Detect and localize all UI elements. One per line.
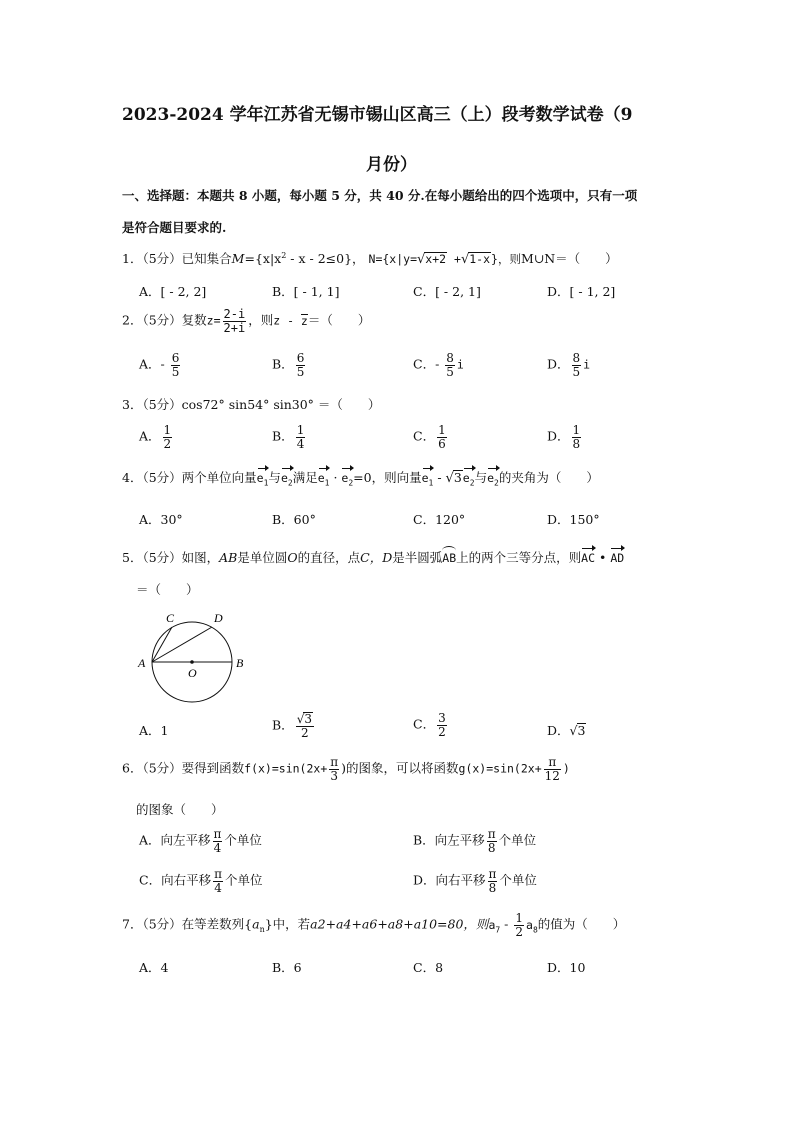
question-6-cont: 的图象（ ） (136, 802, 224, 817)
q6-b-post: 个单位 (498, 832, 537, 848)
q5-l1e: 上的两个三等分点，则 (456, 550, 582, 565)
q1-sup: 2 (281, 250, 287, 260)
q1-union: M∪N＝（ ） (520, 251, 618, 266)
q5-vec-ad: AD (610, 546, 624, 565)
sqrt-icon: √ (296, 712, 305, 726)
center-point (190, 660, 194, 664)
q2-d-num: 8 (572, 351, 581, 365)
q2-b-den: 5 (296, 364, 305, 379)
q3-option-a[interactable] (139, 424, 174, 450)
q4-dot: · (329, 470, 342, 485)
q5-b-frac (296, 712, 314, 740)
q7-n: n (259, 925, 265, 935)
q1-set-m-name: M (231, 251, 245, 266)
q2-option-c[interactable] (413, 352, 464, 378)
q5-cd: C，D (360, 550, 393, 565)
q5-l1a: 5．（5分）如图， (122, 550, 220, 565)
q2-d-label: D． (547, 356, 570, 372)
q4-option-a[interactable]: A．30° (139, 512, 183, 527)
q2-d-i: i (583, 357, 591, 372)
q5-option-a[interactable]: A．1 (139, 723, 169, 738)
q6-a-post: 个单位 (224, 832, 262, 848)
q7-end: 的值为（ ） (537, 916, 626, 932)
q4-option-b[interactable]: B．60° (272, 512, 316, 527)
q7-mid: }中，若 (264, 916, 311, 932)
q5-c-den: 2 (438, 724, 446, 739)
q6-a-frac: $\frac{\pi}{4}$ (213, 827, 222, 855)
q3-b-label: B． (272, 428, 294, 444)
section-header: 一、选择题：本题共 8 小题，每小题 5 分，共 40 分.在每小题给出的四个选项中，只有一项 (122, 188, 638, 203)
q6-g-num: π (544, 756, 561, 770)
q7-option-a[interactable]: A．4 (139, 960, 169, 975)
q1-option-d[interactable]: D．[ - 1, 2] (547, 284, 616, 299)
q3-a-label: A． (139, 428, 161, 444)
q4-vec-e1: $e_1$ (257, 466, 269, 487)
q2-a-den: 5 (171, 364, 180, 379)
sqrt-icon: √ (417, 252, 426, 267)
q6-f: f(x)=sin(2x+ (244, 761, 328, 776)
q5-l1b: 是单位圆 (237, 550, 288, 565)
question-3: 3．（5分）cos72° sin54° sin30° ＝（ ） (122, 397, 381, 412)
q2-c-num: 8 (446, 351, 454, 365)
q2-z-eq: z= (206, 313, 221, 328)
q4-vec-e2c: $e_2$ (463, 466, 475, 487)
label-b: B (236, 656, 244, 670)
section-header-cont: 是符合题目要求的. (122, 220, 227, 235)
q1-set-n2: }，则 (491, 252, 521, 266)
q4-with: 与 (474, 470, 488, 485)
paper-title-line1: 2023-2024 学年江苏省无锡市锡山区高三（上）段考数学试卷（9 (122, 105, 633, 125)
q2-zbar: z (300, 313, 308, 328)
q1-root1: x+2 (425, 252, 447, 266)
q7-prefix: 7．（5分）在等差数列{ (122, 916, 253, 932)
q2-b-num: 6 (296, 351, 305, 365)
q2-fraction (223, 308, 247, 334)
question-5 (122, 546, 624, 566)
q7-a8: $a_8$ (526, 917, 538, 934)
q5-c-frac (437, 712, 447, 738)
q3-d-den: 8 (572, 436, 581, 451)
segment-ac (152, 627, 172, 662)
q4-and: 与 (268, 470, 281, 485)
circle-figure (132, 608, 252, 708)
q5-ab: AB (219, 550, 238, 565)
q2-a-frac (171, 352, 181, 378)
q6-c-pre: C．向右平移 (139, 872, 212, 888)
q7-option-b[interactable]: B．6 (272, 960, 302, 975)
q3-c-label: C． (413, 428, 436, 444)
q4-option-d[interactable]: D．150° (547, 512, 600, 527)
q3-c-num: 1 (438, 423, 446, 437)
q6-option-c[interactable] (139, 868, 262, 894)
paper-title-line2: 月份） (366, 155, 417, 175)
q6-d-pre: D．向右平移 (413, 872, 486, 888)
q1-option-c[interactable]: C．[ - 2, 1] (413, 284, 481, 299)
question-7 (122, 912, 625, 938)
q1-plus: + (447, 252, 461, 266)
q4-vec-e1c: $e_1$ (422, 466, 434, 487)
q6-b-pre: B．向左平移 (413, 832, 485, 848)
question-4 (122, 466, 599, 487)
q2-prefix: 2．（5分）复数 (122, 312, 207, 328)
q4-vec-e2: $e_2$ (281, 466, 293, 487)
q3-b-frac (296, 424, 306, 450)
q2-c-den: 5 (446, 364, 454, 379)
q6-a-pre: A．向左平移 (139, 832, 211, 848)
q2-b-label: B． (272, 356, 294, 372)
q6-option-a[interactable] (139, 828, 262, 854)
sqrt-icon: √ (445, 471, 454, 486)
q3-option-c[interactable] (413, 424, 449, 450)
question-6 (122, 756, 570, 782)
q2-then: ，则 (248, 312, 274, 328)
q5-b-den: 2 (301, 726, 309, 741)
question-2 (122, 308, 370, 334)
q3-d-frac (572, 424, 582, 450)
q2-b-frac (296, 352, 306, 378)
q2-c-frac (445, 352, 455, 378)
q4-end: 的夹角为（ ） (498, 470, 599, 485)
q1-option-a[interactable]: A．[ - 2, 2] (139, 284, 207, 299)
q1-set-m2: - x - 2≤0}， (286, 251, 365, 266)
sqrt-icon: √ (460, 252, 470, 267)
q2-d-den: 5 (572, 364, 581, 379)
q6-g-frac (544, 756, 561, 782)
q6-f-frac (329, 756, 339, 782)
q3-b-num: 1 (296, 423, 305, 437)
label-d: D (214, 611, 223, 625)
q6-c-frac: $\frac{\pi}{4}$ (214, 867, 222, 895)
q4-vec-e1b: $e_1$ (318, 466, 330, 487)
q5-d-label: D． (547, 723, 570, 738)
q6-option-b[interactable] (413, 828, 536, 854)
label-o: O (188, 666, 197, 680)
q4-vec-e2b: $e_2$ (341, 466, 353, 487)
q3-d-label: D． (547, 428, 570, 444)
q4-option-c[interactable]: C．120° (413, 512, 466, 527)
q7-minus: - (500, 916, 513, 932)
label-c: C (166, 611, 175, 625)
q7-half: $\frac{1}{2}$ (515, 911, 524, 939)
q5-c-num: 3 (438, 711, 446, 725)
q4-vec-e2d: $e_2$ (487, 466, 499, 487)
q6-prefix: 6．（5分）要得到函数 (122, 760, 245, 776)
q6-f-den: 3 (330, 768, 339, 783)
q3-c-frac (437, 424, 447, 450)
q4-root3: 3 (453, 470, 462, 485)
q3-a-num: 1 (163, 423, 172, 437)
q6-c-post: 个单位 (224, 872, 263, 888)
q6-g: g(x)=sin(2x+ (458, 761, 542, 776)
label-a: A (138, 656, 146, 670)
q2-option-b[interactable] (272, 352, 307, 378)
q5-o: O (287, 550, 298, 565)
q6-mid: )的图象，可以将函数 (341, 760, 459, 776)
q3-option-b[interactable] (272, 424, 307, 450)
q5-l1d: 是半圆弧 (392, 550, 443, 565)
q6-b-frac: $\frac{\pi}{8}$ (487, 827, 496, 855)
q5-b-num: √3 (296, 712, 312, 726)
q7-sum: a2+a4+a6+a8+a10=80，则 (310, 916, 489, 932)
q2-a-num: 6 (171, 351, 180, 365)
q3-d-num: 1 (572, 423, 581, 437)
q3-option-d[interactable] (547, 424, 583, 450)
q5-arc-ab: AB (442, 551, 457, 565)
q5-c-label: C． (413, 716, 436, 732)
q5-option-c[interactable] (413, 712, 449, 738)
q6-d-frac: $\frac{\pi}{8}$ (488, 867, 497, 895)
q6-d-post: 个单位 (499, 872, 537, 888)
q3-a-den: 2 (163, 436, 172, 451)
q2-den: 2+i (223, 320, 246, 335)
q4-minus: - (433, 470, 446, 485)
q5-b-label: B． (272, 717, 294, 733)
q6-f-num: π (330, 755, 339, 769)
q4-satisfy: 满足 (292, 470, 318, 485)
q3-b-den: 4 (296, 436, 305, 451)
q6-g-end: ) (562, 761, 570, 776)
q2-a-label: A． (139, 356, 161, 372)
q2-c-i: i (456, 357, 464, 372)
q5-d-root: 3 (577, 723, 586, 738)
q2-d-frac (572, 352, 582, 378)
q6-g-den: 12 (544, 768, 560, 783)
q2-c-sign: - (435, 356, 444, 372)
q7-a7: $a_7$ (488, 917, 501, 934)
question-5-cont: ＝（ ） (136, 582, 199, 597)
q2-zz: z - (273, 313, 301, 328)
q1-root2: 1-x (469, 252, 491, 266)
q6-option-d[interactable] (413, 868, 537, 894)
q1-option-b[interactable]: B．[ - 1, 1] (272, 284, 340, 299)
q2-end: ＝（ ） (307, 312, 371, 328)
q5-option-b[interactable] (272, 712, 316, 740)
sqrt-icon: √ (569, 723, 578, 738)
q2-option-d[interactable] (547, 352, 590, 378)
q3-a-frac (163, 424, 173, 450)
q1-prefix: 1．（5分）已知集合 (122, 251, 232, 266)
q2-num: 2-i (223, 307, 246, 321)
q1-set-m: ={x|x (244, 251, 282, 266)
q7-an: a (252, 916, 260, 932)
q5-option-d[interactable] (547, 721, 586, 739)
segment-ad (152, 627, 212, 662)
q2-c-label: C． (413, 356, 436, 372)
q7-option-c[interactable]: C．8 (413, 960, 444, 975)
q4-prefix: 4．（5分）两个单位向量 (122, 470, 257, 485)
question-1 (122, 249, 618, 267)
q4-eq0: =0，则向量 (353, 470, 422, 485)
q3-c-den: 6 (438, 436, 446, 451)
q5-l1c: 的直径，点 (297, 550, 361, 565)
q5-bullet: • (595, 550, 611, 565)
q7-option-d[interactable]: D．10 (547, 960, 586, 975)
q2-a-sign: - (160, 356, 169, 372)
q2-option-a[interactable] (139, 352, 182, 378)
q5-vec-ac: AC (581, 546, 595, 565)
q1-set-n: N={x|y= (368, 252, 417, 266)
